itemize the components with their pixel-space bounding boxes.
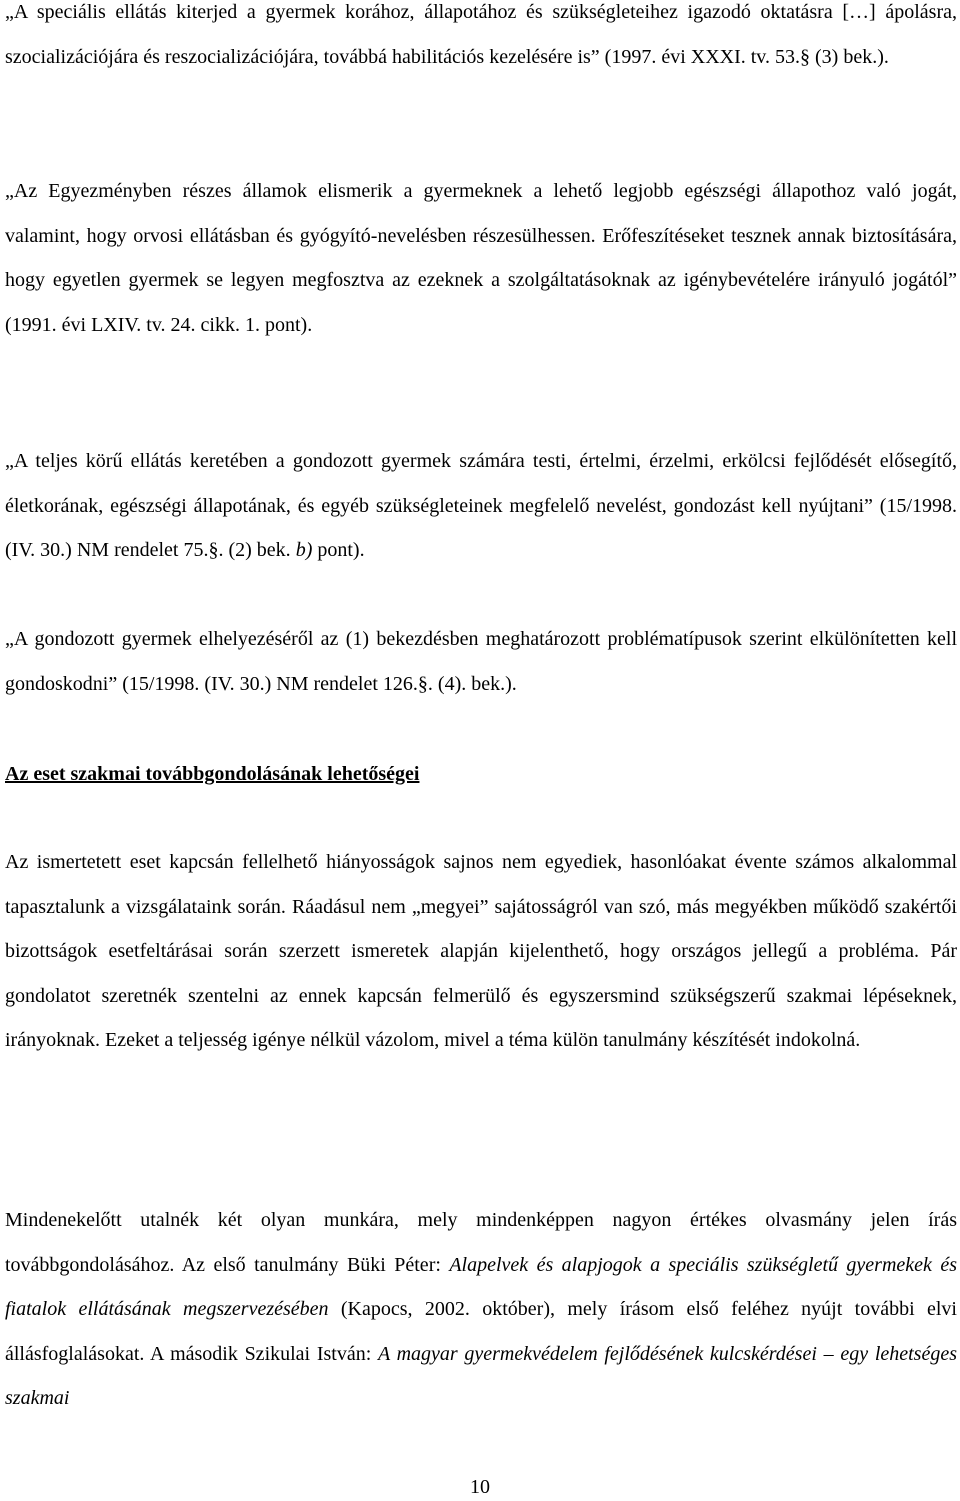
body-paragraph-2-text-1: Mindenekelőtt utalnék két olyan munkára, mely mindenképpen nagyon értékes olvasmány jelen írás továbbgondolásához. Az első tanulmány Büki Péter: bbox=[5, 1209, 957, 1276]
quote-paragraph-3-italic: b) bbox=[295, 539, 313, 562]
quote-paragraph-3 bbox=[5, 439, 957, 573]
body-paragraph-2 bbox=[5, 1198, 957, 1421]
body-paragraph-1-text: Az ismertetett eset kapcsán fellelhető hiányosságok sajnos nem egyediek, hasonlóakat évente számos alkalommal tapasztalunk a vizsgálataink során. Ráadásul nem „megyei” sajátosságról van szó, más megyékben működő szakértői bizottságok esetfeltárásai során szerzett ismeretek alapján kijelenthető, hogy országos jellegű a probléma. Pár gondolatot szeretnék szentelni az ennek kapcsán felmerülő és egyszersmind szükségszerű szakmai lépéseknek, irányoknak. Ezeket a teljesség igénye nélkül vázolom, mivel a téma külön tanulmány készítését indokolná. bbox=[5, 851, 957, 1052]
quote-paragraph-2-text: „Az Egyezményben részes államok elismerik a gyermeknek a lehető legjobb egészségi állapothoz való jogát, valamint, hogy orvosi ellátásban és gyógyító-nevelésben részesülhessen. Erőfeszítéseket tesznek annak biztosítására, hogy egyetlen gyermek se legyen megfosztva az ezeknek a szolgáltatásoknak az igénybevételére irányuló jogától” (1991. évi LXIV. tv. 24. cikk. 1. pont). bbox=[5, 180, 957, 336]
quote-paragraph-4 bbox=[5, 617, 957, 706]
quote-paragraph-3-text: „A teljes körű ellátás keretében a gondozott gyermek számára testi, értelmi, érzelmi, erkölcsi fejlődését elősegítő, életkorának, egészségi állapotának, és egyéb szükségleteinek megfelelő nevelést, gondozást kell nyújtani” (15/1998. (IV. 30.) NM rendelet 75.§. (2) bek. bbox=[5, 450, 957, 562]
quote-paragraph-3-text-end: pont). bbox=[312, 539, 365, 562]
quote-paragraph-2 bbox=[5, 169, 957, 347]
body-paragraph-1 bbox=[5, 840, 957, 1063]
quote-paragraph-4-text: „A gondozott gyermek elhelyezéséről az (1) bekezdésben meghatározott problématípusok szerint elkülönítetten kell gondoskodni” (15/1998. (IV. 30.) NM rendelet 126.§. (4). bek.). bbox=[5, 628, 957, 695]
section-heading: Az eset szakmai továbbgondolásának lehetőségei bbox=[5, 763, 420, 785]
quote-paragraph-1-text: „A speciális ellátás kiterjed a gyermek korához, állapotához és szükségleteihez igazodó oktatásra […] ápolásra, szocializációjára és reszocializációjára, továbbá habilitációs kezelésére is” (1997. évi XXXI. tv. 53.§ (3) bek.). bbox=[5, 1, 957, 68]
page-number: 10 bbox=[470, 1476, 490, 1498]
quote-paragraph-1 bbox=[5, 0, 957, 79]
cited-title-1: Alapelvek és alapjogok a speciális szükségletű gyermekek és fiatalok ellátásának megszervezésében bbox=[5, 1253, 957, 1321]
cited-title-2: A magyar gyermekvédelem fejlődésének kulcskérdései – egy lehetséges szakmai bbox=[5, 1342, 958, 1410]
body-paragraph-2-text-2: (Kapocs, 2002. október), mely írásom első feléhez nyújt további elvi állásfoglalásokat. A második Szikulai István: bbox=[5, 1298, 957, 1365]
